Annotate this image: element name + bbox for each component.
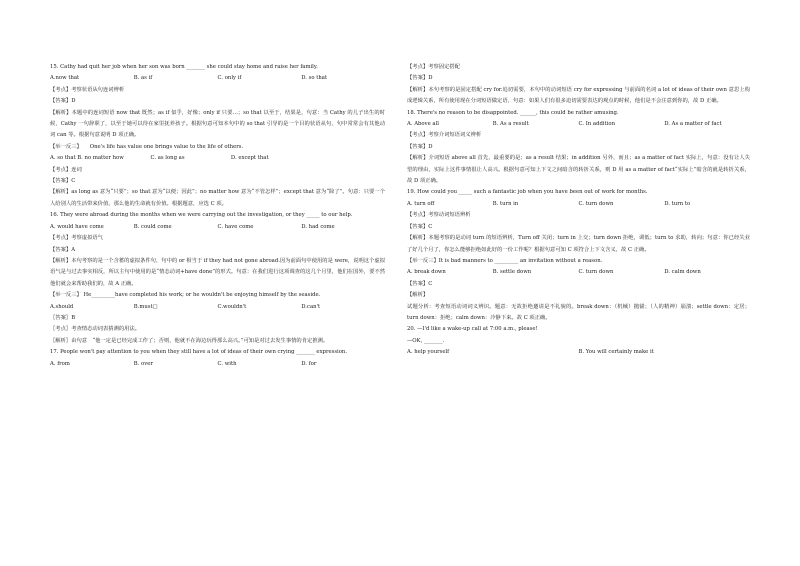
answer-option: A. so that B. no matter how	[50, 155, 124, 162]
text-paragraph: 【解析】as long as 意为“只要”；so that 意为“以便；因此”；no matter how 意为“不管怎样”；except that 意为“除了”。句意：只要一个人给别人的生活带来价值，那么他的生命就有价值。根据题意，应选 C 项。	[50, 189, 385, 207]
answer-option: B. over	[133, 360, 153, 367]
text-line: 【考点】考察介词短语词义辨析	[407, 132, 482, 139]
answer-option: B.must□	[133, 303, 158, 310]
answer-option: A. turn off	[407, 200, 435, 207]
text-line: —OK, _______.	[407, 337, 445, 344]
answer-option: C. only if	[217, 75, 242, 82]
text-line: 【答案】C	[50, 178, 76, 185]
text-line: 20. —I'd like a wake-up call at 7:00 a.m., please!	[407, 326, 538, 333]
text-line: 【考点】考察固定搭配	[407, 64, 460, 70]
answer-option: C. have come	[217, 223, 254, 230]
text-line: 15. Cathy had quit her job when her son was born _______ she could stay home and raise her family.	[50, 64, 318, 70]
answer-option: D.can't	[301, 303, 321, 310]
text-line: 【解析】	[407, 292, 429, 299]
text-line: 【举一反三】It is bad manners to _________ an invitation without a reason.	[407, 257, 603, 264]
answer-option: A. break down	[407, 269, 446, 276]
text-line: 【答案】C	[407, 280, 433, 287]
answer-option: B. As a result	[492, 121, 529, 128]
text-line: 【答案】D	[407, 75, 433, 82]
left-column	[50, 62, 385, 370]
text-line: 〖考点〗考查情态动词表猜测的用法。	[50, 326, 141, 333]
text-line: 【答案】A	[50, 246, 76, 253]
text-line: 【考点】考察动词短语辨析	[407, 212, 471, 219]
text-line: 【答案】C	[407, 223, 433, 230]
text-paragraph: 〖解析〗由句意 “他一定是已经完成工作了；否则，他就不在海边玩得那么高兴。”可知是对过去发生事情的肯定推测。	[50, 337, 329, 344]
answer-option: D. had come	[301, 223, 335, 230]
answer-option: B. as if	[133, 75, 153, 82]
answer-option: D. except that	[230, 155, 269, 162]
text-line: 17. People won't pay attention to you when they still have a lot of ideas of their own crying _______ expression.	[50, 349, 348, 356]
answer-option: C. with	[217, 360, 237, 367]
text-paragraph: 【解析】本题考察的是动词 turn 的短语辨析，Turn off 关闭；turn in 上交；turn down 拒绝，调低；turn to 求助，转向；句意：你已经失业了好几个月了，你怎么能够拒绝如此好的一份工作呢？根据句意可知 C 项符合上下文含义，故 C 正确。	[407, 235, 750, 253]
answer-option: C. turn down	[578, 200, 614, 207]
answer-option: B. settle down	[492, 269, 532, 276]
answer-option: B. turn in	[492, 200, 519, 207]
answer-options	[407, 119, 750, 130]
text-line: 【考点】连词	[50, 166, 82, 173]
answer-options	[50, 302, 385, 313]
answer-option: B. could come	[133, 223, 172, 230]
text-line: 【考点】考察状语从句连词辨析	[50, 86, 125, 93]
answer-option: D. for	[301, 360, 317, 367]
text-line: 【举一反三】 One's life has value one brings value to the life of others.	[50, 143, 244, 150]
text-paragraph: 【解析】本句考察的是固定搭配 cry for.追切需要，本句中的动词短语 cry for expressing 与前面的名词 a lot of ideas of their own 意思上构成逻辑关系，所有使用现在分词短语做定语，句意：如果人们有很多迫切需要表达的观点的时候，他们是不会注意到你的，故 D 正确。	[407, 86, 750, 105]
text-line: 【举一反三】 He_________have completed his work; or he wouldn't be enjoying himself by the seaside.	[50, 292, 321, 299]
answer-option: A.now that	[50, 75, 80, 82]
answer-option: A. from	[50, 360, 70, 367]
answer-options	[50, 153, 385, 164]
text-paragraph: 【解析】介词短语 above all 首先，最重要的是；as a result 结果；in addition 另外，而且；as a matter of fact 实际上，句意：没有让人失望的理由，实际上这件事情很让人高兴。根据句意可知上下文之间暗含的转折关系，则 D 用 as a matter of fact“实际上”暗含的就是转折关系，故 D 项正确。	[407, 155, 750, 185]
text-line: 【答案】D	[50, 98, 76, 105]
answer-options	[407, 199, 750, 210]
answer-option: D. turn to	[664, 200, 691, 207]
text-line: 【答案】D	[407, 143, 433, 150]
answer-option: C. turn down	[578, 269, 614, 276]
answer-option: D. calm down	[664, 269, 701, 276]
text-line: 〖答案〗B	[50, 314, 76, 321]
text-paragraph: 【解析】本题中的连词短语 now that 既然；as if 似乎，好像；only if 只要…；so that 以至于，结果是，句意：当 Cathy 的儿子出生的时候，Cathy 一句辞职了，以至于她可以待在家里抚养孩子。根据句意可知本句中的 so that 引导的是一个目的状语从句，句中常常会有其他动词 can 等。根据句意说明 D 项正确。	[50, 109, 385, 139]
answer-option: B. You will certainly make it	[578, 349, 654, 356]
answer-options	[50, 222, 385, 233]
text-line: 【考点】考察虚拟语气	[50, 235, 103, 242]
answer-option: C.wouldn't	[217, 303, 247, 310]
answer-option: D. As a matter of fact	[664, 121, 722, 128]
answer-options	[50, 73, 385, 84]
answer-options	[50, 359, 385, 370]
text-line: 18. There's no reason to be disappointed. ______, this could be rather amusing.	[407, 109, 619, 116]
text-paragraph: 试题分析：考查短语动词词义辨识。题意：无故拒绝邀请是不礼貌的。break down：（机械）抛锚；（人的精神）崩溃；settle down：定居；turn down：拒绝；calm down：冷静下来。故 C 项正确。	[407, 303, 750, 321]
answer-option: A. help yourself	[407, 349, 450, 356]
text-line: 16. They were abroad during the months when we were carrying out the investigation, or they _____ to our help.	[50, 212, 353, 219]
right-column	[407, 62, 750, 359]
answer-option: A.should	[50, 303, 74, 310]
answer-option: A. Above all	[407, 121, 439, 128]
answer-options	[407, 267, 750, 278]
text-line: 19. How could you _____ such a fantastic job when you have been out of work for months.	[407, 189, 648, 196]
answer-option: C. In addition	[578, 121, 615, 128]
answer-option: C. as long as	[150, 155, 185, 162]
answer-options	[407, 347, 750, 358]
text-paragraph: 【解析】本句考察的是一个含蓄的虚拟条件句，句中的 or 相当于 if they had not gone abroad.因为前面句中使用的是 were，说明这个虚拟语气是与过去事实相反，所以主句中使用的是“情态动词+have done”的形式。句意：在我们进行这项调查的这几个月里，他们在国外，要不然他们就会来帮助我们的，故 A 正确。	[50, 257, 385, 287]
answer-option: A. would have come	[50, 223, 104, 230]
answer-option: D. so that	[301, 75, 328, 82]
